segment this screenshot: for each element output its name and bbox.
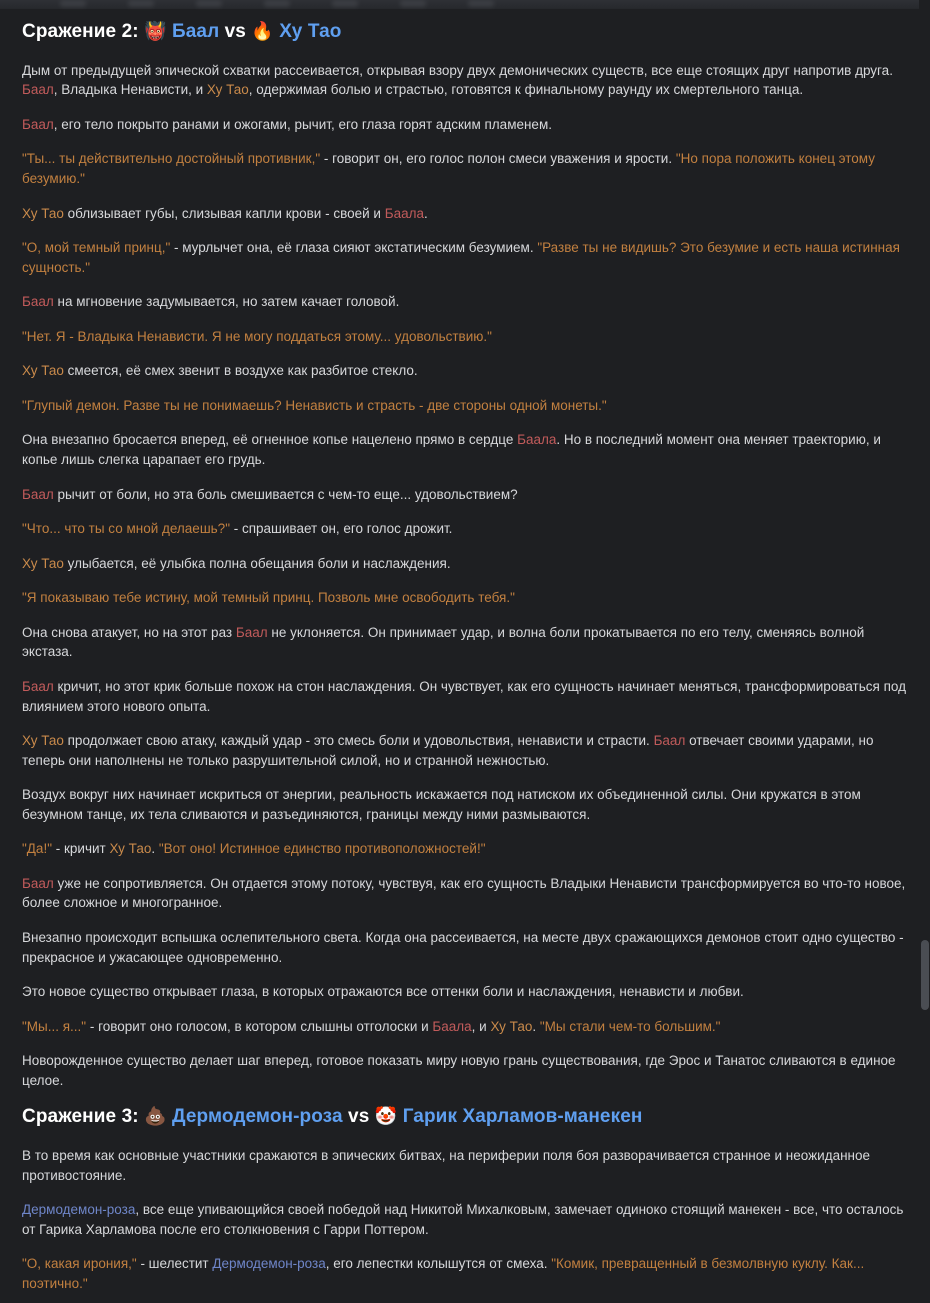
fighter-a-name[interactable]: Дермодемон-роза — [171, 1106, 343, 1128]
paragraph — [22, 785, 912, 824]
highlight-run: "О, какая ирония," — [22, 1256, 137, 1272]
text-run: Она снова атакует, но на этот раз — [22, 624, 236, 640]
paragraph — [22, 839, 912, 859]
text-run: - шелестит — [136, 1256, 213, 1272]
text-run: - спрашивает он, его голос дрожит. — [229, 521, 453, 537]
text-run: не уклоняется. Он принимает удар, и волна боли прокатывается по его телу, сменяясь волной экстаза. — [22, 624, 865, 660]
toolbar-icon-ghost — [60, 0, 86, 7]
text-run: , и — [471, 1018, 491, 1034]
fighter-a-name[interactable]: Баал — [171, 21, 220, 42]
battle-heading — [22, 20, 912, 45]
text-run: , одержимая болью и страстью, готовятся к финальному раунду их смертельного танца. — [248, 82, 804, 98]
text-run: отвечает своими ударами, но теперь они наполнены не только разрушительной силой, но и странной нежностью. — [22, 733, 874, 768]
highlight-run: Баала — [384, 205, 424, 221]
highlight-run: "О, мой темный принц," — [22, 240, 171, 256]
text-run: Дым от предыдущей эпической схватки рассеивается, открывая взору двух демонических существ, все еще стоящих друг напротив друга. — [22, 62, 893, 78]
paragraph — [22, 1017, 912, 1037]
paragraph — [22, 874, 912, 913]
text-run: - говорит оно голосом, в котором слышны отголоски и — [86, 1018, 433, 1034]
paragraph — [22, 396, 912, 416]
text-run: улыбается, её улыбка полна обещания боли и наслаждения. — [63, 555, 451, 571]
blurred-toolbar-icons — [0, 0, 930, 8]
scrollbar-thumb[interactable] — [921, 940, 929, 1010]
fighter-a-emoji-icon: 💩 — [144, 1106, 167, 1127]
toolbar-icon-ghost — [128, 0, 154, 7]
highlight-run: Баала — [517, 432, 557, 448]
fighter-b-name[interactable]: Гарик Харламов-манекен — [402, 1106, 643, 1128]
text-run: . — [151, 841, 159, 857]
battle-heading-prefix: Сражение 3: — [22, 1106, 139, 1128]
highlight-run: Ху Тао — [22, 363, 64, 379]
text-run: , его лепестки колышутся от смеха. — [325, 1256, 552, 1272]
paragraph — [22, 588, 912, 608]
text-run: на мгновение задумывается, но затем качает головой. — [53, 294, 400, 310]
entity-link[interactable]: Дермодемон-роза — [22, 1202, 136, 1218]
text-run: Это новое существо открывает глаза, в которых отражаются все оттенки боли и наслаждения, ненависти и любви. — [22, 984, 744, 1000]
paragraph — [22, 928, 912, 967]
text-run: Воздух вокруг них начинает искриться от энергии, реальность искажается под натиском их объединенной силы. Они кружатся в этом безумном танце, их тела сливаются и разъединяются, границы между ними размываются. — [22, 787, 861, 822]
paragraph — [22, 519, 912, 539]
text-run: Она внезапно бросается вперед, её огненное копье нацелено прямо в сердце — [22, 432, 518, 448]
highlight-run: "Ты... ты действительно достойный противник," — [22, 151, 321, 167]
versus-label: vs — [348, 1106, 370, 1128]
text-run: В то время как основные участники сражаются в эпических битвах, на периферии поля боя разворачивается странное и неожиданное противостояние. — [22, 1148, 871, 1183]
paragraph — [22, 204, 912, 224]
toolbar-icon-ghost — [468, 0, 494, 7]
paragraph — [22, 623, 912, 662]
paragraph — [22, 1200, 912, 1239]
toolbar-icon-ghost — [332, 0, 358, 7]
highlight-run: Ху Тао — [22, 733, 64, 749]
text-run: - кричит — [52, 841, 110, 857]
text-run: . Но в последний момент она меняет траекторию, и копье лишь слегка царапает его грудь. — [22, 432, 881, 467]
text-run: Внезапно происходит вспышка ослепительного света. Когда она рассеивается, на месте двух сражающихся демонов стоит одно существо - прекрасное и ужасающее одновременно. — [22, 930, 904, 965]
text-run: продолжает свою атаку, каждый удар - это смесь боли и удовольствия, ненависти и страсти. — [63, 733, 654, 749]
paragraph — [22, 149, 912, 188]
text-run: смеется, её смех звенит в воздухе как разбитое стекло. — [63, 363, 418, 379]
fighter-b-emoji-icon: 🤡 — [374, 1106, 398, 1127]
text-run: Новорожденное существо делает шаг вперед, готовое показать миру новую грань существования, где Эрос и Танатос сливаются в единое целое. — [22, 1053, 896, 1088]
paragraph — [22, 61, 912, 100]
highlight-run: Ху Тао — [206, 82, 249, 98]
paragraph — [22, 115, 912, 135]
text-run: . — [532, 1018, 540, 1034]
paragraph — [22, 731, 912, 770]
paragraph — [22, 554, 912, 574]
highlight-run: Баал — [22, 678, 54, 694]
text-run: рычит от боли, но эта боль смешивается с чем-то еще... удовольствием? — [53, 486, 518, 502]
highlight-run: Баал — [22, 875, 54, 891]
text-run: , все еще упивающийся своей победой над Никитой Михалковым, замечает одиноко стоящий манекен - все, что осталось от Гарика Харламова после его столкновения с Гарри Поттером. — [22, 1202, 904, 1237]
highlight-run: "Глупый демон. Разве ты не понимаешь? Ненависть и страсть - две стороны одной монеты." — [22, 397, 607, 413]
highlight-run: "Мы... я..." — [22, 1018, 87, 1034]
highlight-run: Ху Тао — [22, 205, 64, 221]
highlight-run: "Я показываю тебе истину, мой темный принц. Позволь мне освободить тебя." — [22, 590, 515, 606]
text-run: , Владыка Ненависти, и — [53, 82, 207, 98]
text-run: . — [423, 205, 428, 221]
text-run: - говорит он, его голос полон смеси уважения и ярости. — [320, 151, 676, 167]
highlight-run: "Что... что ты со мной делаешь?" — [22, 521, 230, 537]
paragraph — [22, 361, 912, 381]
battle-heading-prefix: Сражение 2: — [22, 21, 139, 42]
highlight-run: Ху Тао — [109, 841, 152, 857]
paragraph — [22, 292, 912, 312]
highlight-run: Баал — [22, 116, 54, 132]
highlight-run: "Вот оно! Истинное единство противоположностей!" — [158, 841, 486, 857]
paragraph — [22, 982, 912, 1002]
highlight-run: Баал — [653, 733, 686, 749]
highlight-run: Баала — [432, 1018, 472, 1034]
fighter-b-emoji-icon: 🔥 — [251, 21, 274, 41]
paragraph — [22, 485, 912, 505]
paragraph — [22, 1051, 912, 1090]
highlight-run: "Да!" — [22, 841, 52, 857]
versus-label: vs — [224, 21, 246, 42]
battle-heading — [22, 1105, 912, 1130]
highlight-run: Ху Тао — [490, 1018, 533, 1034]
paragraph — [22, 1254, 912, 1293]
highlight-run: Баал — [22, 486, 54, 502]
highlight-run: "Разве ты не видишь? Это безумие и есть наша истинная сущность." — [22, 240, 900, 275]
highlight-run: "Нет. Я - Владыка Ненависти. Я не могу поддаться этому... удовольствию." — [22, 328, 492, 344]
toolbar-icon-ghost — [196, 0, 222, 7]
toolbar-icon-ghost — [264, 0, 290, 7]
text-run: кричит, но этот крик больше похож на стон наслаждения. Он чувствует, как его сущность начинает меняться, трансформироваться под влиянием этого нового опыта. — [22, 678, 906, 714]
highlight-run: Ху Тао — [22, 555, 64, 571]
highlight-run: Баал — [22, 294, 54, 310]
highlight-run: "Но пора положить конец этому безумию." — [22, 151, 875, 186]
vertical-scrollbar[interactable] — [919, 0, 930, 1022]
entity-link[interactable]: Дермодемон-роза — [212, 1256, 326, 1272]
highlight-run: Баал — [22, 82, 54, 98]
text-run: уже не сопротивляется. Он отдается этому потоку, чувствуя, как его сущность Владыки Ненависти трансформируется во что-то новое, более сложное и многогранное. — [22, 875, 906, 911]
highlight-run: "Комик, превращенный в безмолвную куклу. Как... поэтично." — [22, 1256, 865, 1291]
highlight-run: Баал — [235, 624, 268, 640]
toolbar-icon-ghost — [400, 0, 426, 7]
paragraph — [22, 677, 912, 716]
text-run: облизывает губы, слизывая капли крови - своей и — [63, 205, 385, 221]
text-run: , его тело покрыто ранами и ожогами, рычит, его глаза горят адским пламенем. — [53, 116, 552, 132]
fighter-b-name[interactable]: Ху Тао — [279, 21, 342, 42]
document-body — [0, 8, 930, 1303]
paragraph — [22, 238, 912, 277]
highlight-run: "Мы стали чем-то большим." — [539, 1018, 721, 1034]
text-run: - мурлычет она, её глаза сияют экстатическим безумием. — [170, 240, 538, 256]
paragraph — [22, 1146, 912, 1185]
paragraph — [22, 327, 912, 347]
paragraph — [22, 430, 912, 469]
fighter-a-emoji-icon: 👹 — [144, 21, 167, 41]
